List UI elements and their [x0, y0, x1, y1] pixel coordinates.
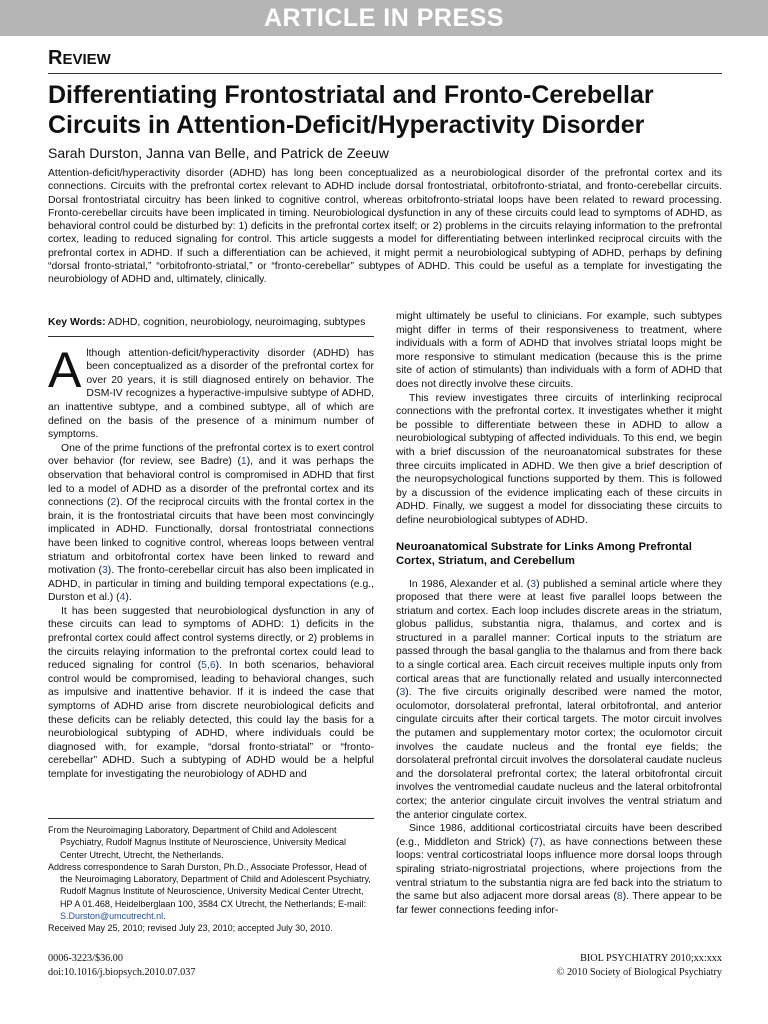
drop-cap: A	[48, 341, 82, 398]
article-title: Differentiating Frontostriatal and Fronto-Cerebellar Circuits in Attention-Deficit/Hyperactivity Disorder	[48, 81, 654, 139]
footnotes	[48, 824, 374, 935]
p3-text-a: It has been suggested that neurobiological dysfunction in any of these circuits can lead to symptoms of ADHD: 1) deficits in the prefrontal cortex could affect control systems directly, or 2) problems in the circuits relaying information to the prefrontal cortex could lead to reduced signaling for control (	[48, 605, 374, 672]
section-label-initial: R	[48, 47, 63, 69]
right-paragraph-3	[396, 578, 722, 823]
section-label	[48, 47, 111, 70]
r4-text-a: Since 1986, additional corticostriatal circuits have been described (e.g., Middleton and Strick) (	[396, 823, 722, 848]
correspondence-end: .	[163, 911, 166, 922]
received-note: Received May 25, 2010; revised July 23, 2010; accepted July 30, 2010.	[48, 923, 333, 934]
right-column	[396, 310, 722, 917]
r4-text-b: ), as have connections between these loops: ventral corticostriatal loops influence more dorsal loops through spiraling striato-nigrostriatal projections, where projections from the ventral striatum to the substantia nigra are fed back into the striatum to the same but also adjacent more dorsal areas (	[396, 836, 722, 903]
abstract: Attention-deficit/hyperactivity disorder (ADHD) has long been conceptualized as a neurobiological disorder of the prefrontal cortex and its connections. Circuits with the prefrontal cortex relevant to ADHD include dorsal frontostriatal, orbitofronto-striatal, and fronto-cerebellar circuits. Dorsal frontostriatal circuitry has been linked to cognitive control, whereas orbitofronto-striatal loops have been related to reward processing. Fronto-cerebellar circuits have been implicated in timing. Neurobiological dysfunction in any of these circuits could lead to symptoms of ADHD, as behavioral control could be disturbed by: 1) deficits in the prefrontal cortex itself; or 2) problems in the circuits relaying information to the prefrontal cortex, leading to reduced signaling for control. This article suggests a model for differentiating between interlinked reciprocal circuits with the prefrontal cortex in ADHD. If such a differentiation can be achieved, it might permit a neurobiological subtyping of ADHD, perhaps by defining “dorsal fronto-striatal,” “orbitofronto-striatal,” or “fronto-cerebellar” subtypes of ADHD. This could be useful as a template for investigating the neurobiology of ADHD and, ultimately, clinically.	[48, 168, 722, 286]
ref-link[interactable]: 4	[119, 592, 126, 604]
footnote-rule	[48, 818, 374, 819]
email-link[interactable]: S.Durston@umcutrecht.nl	[60, 911, 164, 922]
affiliation-note: From the Neuroimaging Laboratory, Department of Child and Adolescent Psychiatry, Rudolf Magnus Institute of Neuroscience, University Medical Center Utrecht, Utrecht, the Netherlands.	[48, 825, 346, 860]
right-paragraph-2: This review investigates three circuits of interlinking reciprocal connections with the prefrontal cortex. It investigates whether it might be possible to differentiate between these in ADHD to allow a neurobiological subtyping of affected individuals. To this end, we begin with a brief discussion of the neuroanatomical substrates for these three circuits implicated in ADHD. We then give a brief description of the neuropsychological functions supported by them. This is followed by a discussion of the evidence implicating each of these circuits in ADHD. Finally, we suggest a model for dissociating these circuits to define neurobiological subtypes of ADHD.	[396, 392, 722, 526]
ref-link[interactable]: 7	[533, 836, 540, 848]
p2-text-d: ). The fronto-cerebellar circuit has also been implicated in ADHD, in particular in timing and building temporal expectations (e.g., Durston et al.) (	[48, 565, 374, 604]
p2-text-c: ). Of the reciprocal circuits with the frontal cortex in the brain, it is the frontostriatal circuits that have been most convincingly implicated in ADHD. Functionally, dorsal frontostriatal connections have been linked to cognitive control, whereas loops between ventral striatum and orbitofrontal cortex have been linked to reward and motivation (	[48, 497, 374, 577]
journal-info	[557, 952, 722, 979]
section-heading: Neuroanatomical Substrate for Links Among Prefrontal Cortex, Striatum, and Cerebellum	[396, 540, 692, 567]
keywords-label: Key Words:	[48, 317, 106, 328]
ref-link[interactable]: 3	[530, 578, 537, 590]
r3-text-c: ). The five circuits originally described were named the motor, oculomotor, dorsolateral prefrontal, lateral orbitofrontal, and anterior cingulate circuits after their cortical targets. The motor circuit involves the putamen and supplementary motor cortex; the oculomotor circuit involves the caudate nucleus and the frontal eye fields; the dorsolateral prefrontal circuit involves the dorsolateral caudate nucleus and the dorsolateral prefrontal cortex; the lateral orbitofrontal circuit involves the ventromedial caudate nucleus and the lateral orbitofrontal cortex; the anterior cingulate circuit involves the ventral striatum and the anterior cingulate cortex.	[396, 687, 722, 821]
right-paragraph-4	[396, 822, 722, 917]
issn-doi	[48, 952, 195, 979]
copyright: © 2010 Society of Biological Psychiatry	[556, 966, 722, 978]
journal-citation: BIOL PSYCHIATRY 2010;xx:xxx	[580, 953, 722, 964]
p3-text-b: ). In both scenarios, behavioral control would be compromised, leading to behavioral changes, such as impulsive and inattentive behavior. If it is indeed the case that symptoms of ADHD arise from discrete neurobiological deficits and these deficits can be reliably detected, this could lay the basis for a neurobiological subtyping of ADHD, where individuals could be diagnosed with, for example, “dorsal fronto-striatal” or “fronto-cerebellar” ADHD. Such a subtyping of ADHD would be a helpful template for investigating the neurobiology of ADHD and	[48, 660, 374, 780]
header-rule	[48, 73, 722, 74]
p2-text-b: ), and it was perhaps the observation that behavioral control is compromised in ADHD that first led to a model of ADHD as a disorder of the prefrontal cortex and its connections (	[48, 456, 374, 509]
r3-text-a: In 1986, Alexander et al. (	[409, 578, 531, 590]
doi: doi:10.1016/j.biopsych.2010.07.037	[48, 966, 196, 978]
ref-link[interactable]: 3	[399, 687, 406, 699]
intro-paragraph-3	[48, 605, 374, 782]
authors: Sarah Durston, Janna van Belle, and Patrick de Zeeuw	[48, 145, 389, 161]
intro-paragraph-1-text: lthough attention-deficit/hyperactivity disorder (ADHD) has been conceptualized as a disorder of the prefrontal cortex for over 20 years, it is still diagnosed entirely on behavior. The DSM-IV recognizes a hyperactive-impulsive subtype of ADHD, an inattentive subtype, and a combined subtype, all of which are defined on the basis of the presence of a minimum number of symptoms.	[48, 347, 374, 441]
r3-text-b: ) published a seminal article where they proposed that there were at least five parallel loops between the striatum and cortex. Each loop includes discrete areas in the striatum, globus pallidus, substantia nigra, thalamus, and cortex and is structured in a parallel manner: Cortical inputs to the striatum are passed through the basal ganglia to the thalamus and from there back to a single cortical area. Each circuit receives multiple inputs only from cortical areas that are functionally related and usually interconnected (	[396, 578, 722, 699]
issn-price: 0006-3223/$36.00	[48, 953, 123, 964]
r4-text-c: ). There appear to be far fewer connections feeding infor-	[396, 891, 722, 916]
section-label-rest: EVIEW	[62, 51, 111, 68]
p2-text-e: ).	[125, 592, 132, 604]
p2-text-a: One of the prime functions of the prefrontal cortex is to exert control over behavior (for review, see Badre) (	[48, 442, 374, 468]
correspondence-note	[48, 861, 374, 922]
keywords-text: ADHD, cognition, neurobiology, neuroimaging, subtypes	[107, 317, 366, 328]
article-in-press-banner: ARTICLE IN PRESS	[0, 0, 768, 36]
ref-link[interactable]: 8	[616, 891, 623, 903]
ref-link[interactable]: 2	[110, 497, 117, 509]
ref-link[interactable]: 1	[240, 456, 247, 468]
keywords	[48, 316, 374, 337]
intro-paragraph-2	[48, 442, 374, 605]
correspondence-text: Address correspondence to Sarah Durston, Ph.D., Associate Professor, Head of the Neuroimaging Laboratory, Department of Child and Adolescent Psychiatry, Rudolf Magnus Institute of Neuroscience, University Medical Center Utrecht, HP A 01.468, Heidelberglaan 100, 3584 CX Utrecht, the Netherlands; E-mail:	[48, 861, 371, 909]
intro-paragraph-1	[48, 341, 374, 442]
ref-link[interactable]: 5,6	[201, 660, 216, 672]
left-column	[48, 316, 374, 782]
ref-link[interactable]: 3	[102, 565, 108, 577]
right-paragraph-1: might ultimately be useful to clinicians. For example, such subtypes might differ in terms of their responsiveness to treatment, where individuals with a form of ADHD that involves striatal loops might be more responsive to stimulant medication (because this is the prime site of action of stimulants) than individuals with a form of ADHD that does not directly involve these circuits.	[396, 311, 722, 390]
